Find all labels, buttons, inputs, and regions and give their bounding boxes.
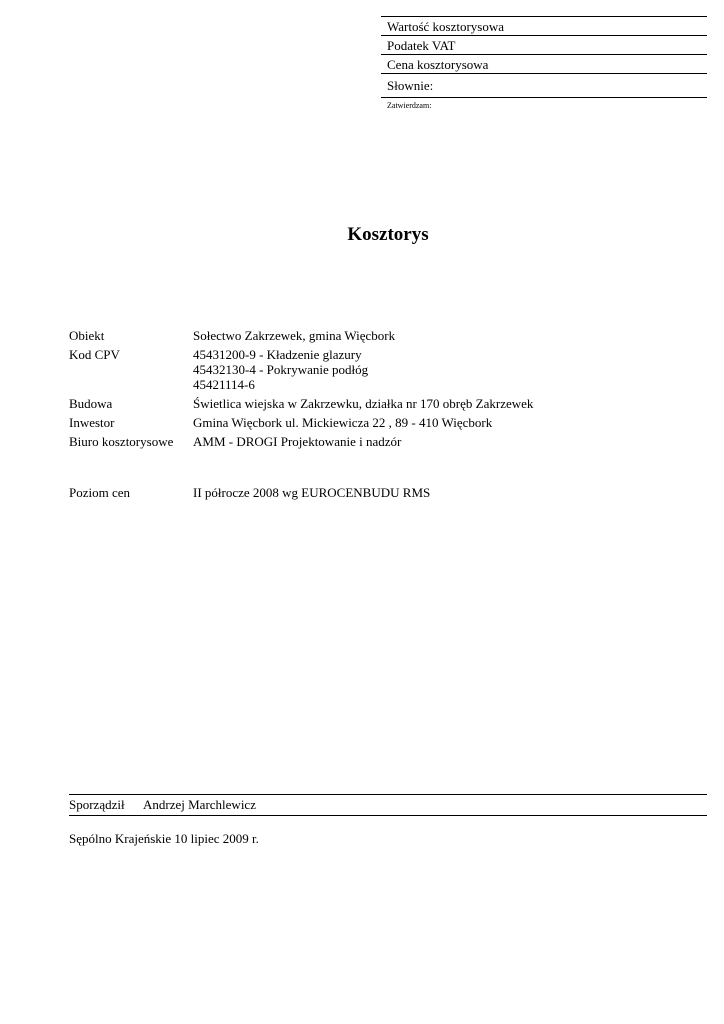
cpv-code-value: 45421114-6 [193,377,255,392]
summary-estimated-value-label: Wartość kosztorysowa [387,19,505,34]
estimating-office-value: AMM - DROGI Projektowanie i nadzór [193,434,402,449]
cpv-code-value: 45431200-9 - Kładzenie glazury [193,347,362,362]
summary-rule-top [381,16,707,17]
summary-rule [381,54,707,55]
footer-rule-top [69,794,707,795]
cpv-code-label: Kod CPV [69,347,120,362]
construction-label: Budowa [69,396,113,411]
summary-rule [381,97,707,98]
summary-in-words-label: Słownie: [387,78,434,93]
investor-value: Gmina Więcbork ul. Mickiewicza 22 , 89 - 410 Więcbork [193,415,493,430]
prepared-by-label: Sporządził [69,797,125,812]
footer-rule-bottom [69,815,707,816]
estimating-office-label: Biuro kosztorysowe [69,434,174,449]
summary-approve-label: Zatwierdzam: [387,101,432,110]
summary-vat-label: Podatek VAT [387,38,456,53]
summary-estimated-price-label: Cena kosztorysowa [387,57,489,72]
object-value: Sołectwo Zakrzewek, gmina Więcbork [193,328,396,343]
document-title: Kosztorys [347,224,429,245]
cpv-code-value: 45432130-4 - Pokrywanie podłóg [193,362,369,377]
summary-rule [381,73,707,74]
summary-rule [381,35,707,36]
price-level-label: Poziom cen [69,485,131,500]
prepared-by-name: Andrzej Marchlewicz [143,797,256,812]
place-and-date: Sępólno Krajeńskie 10 lipiec 2009 r. [69,831,259,846]
object-label: Obiekt [69,328,105,343]
price-level-value: II półrocze 2008 wg EUROCENBUDU RMS [193,485,431,500]
construction-value: Świetlica wiejska w Zakrzewku, działka nr 170 obręb Zakrzewek [193,396,534,411]
investor-label: Inwestor [69,415,115,430]
